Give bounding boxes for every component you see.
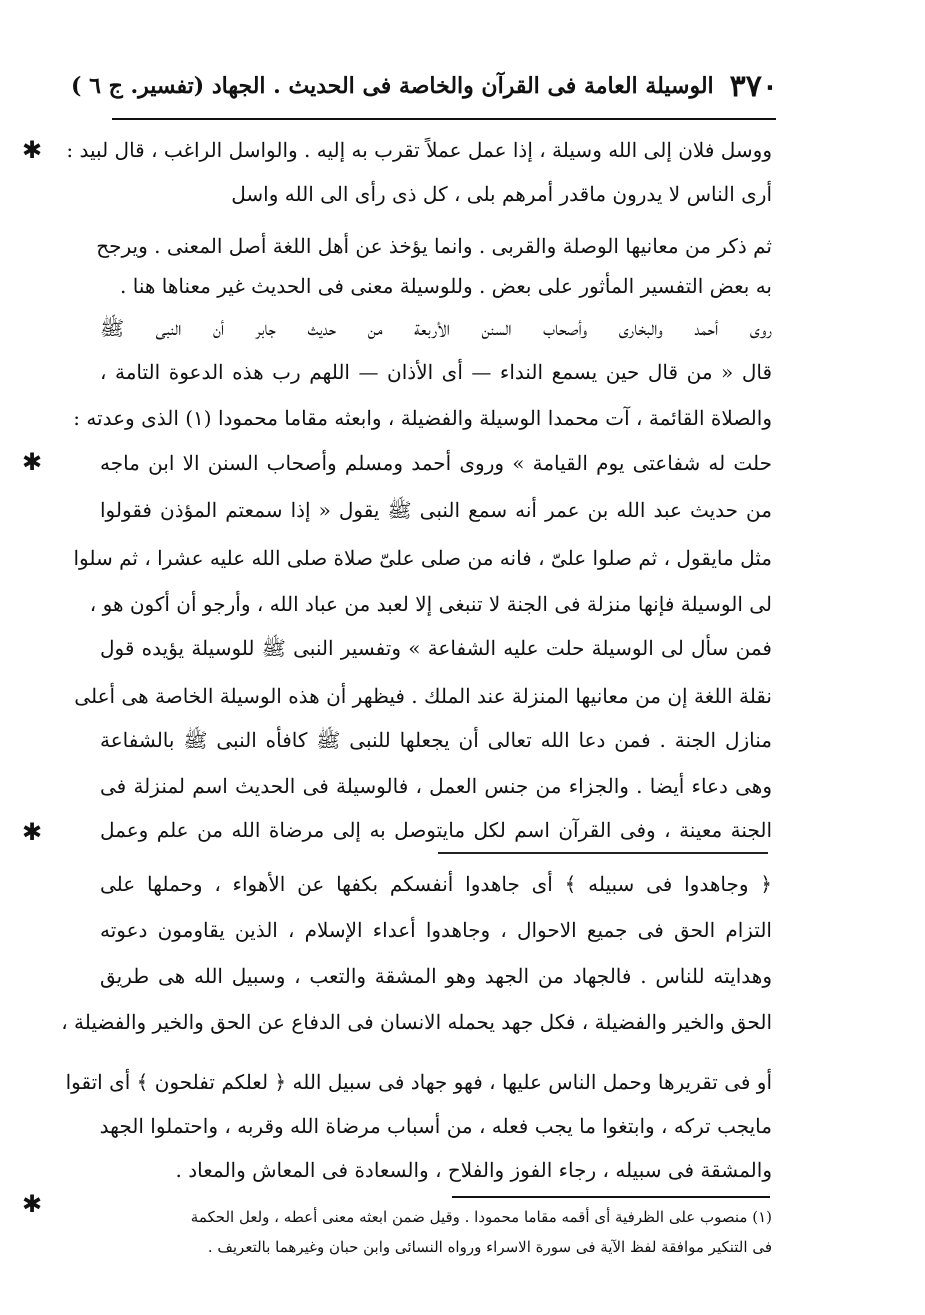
text-line: روى أحمد والبخارى وأصحاب السنن الأربعة من حديث جابر أن النبى ﷺ bbox=[100, 316, 772, 340]
punch-hole-mark: ✱ bbox=[22, 1190, 43, 1218]
header-rule bbox=[112, 118, 776, 120]
text-line: الجنة معينة ، وفى القرآن اسم لكل مايتوصل به إلى مرضاة الله من علم وعمل bbox=[100, 818, 772, 842]
text-line: والصلاة القائمة ، آت محمدا الوسيلة والفضيلة ، وابعثه مقاما محمودا (١) الذى وعدته : bbox=[73, 406, 772, 430]
text-line: به بعض التفسير المأثور على بعض . وللوسيلة معنى فى الحديث غير معناها هنا . bbox=[120, 274, 772, 298]
punch-hole-mark: ✱ bbox=[22, 818, 43, 846]
text-line: مايجب تركه ، وابتغوا ما يجب فعله ، من أسباب مرضاة الله وقربه ، واحتملوا الجهد bbox=[99, 1114, 772, 1138]
text-line: وهى دعاء أيضا . والجزاء من جنس العمل ، فالوسيلة فى الحديث اسم لمنزلة فى bbox=[100, 774, 772, 798]
footnote-rule bbox=[452, 1196, 770, 1198]
text-line: أو فى تقريرها وحمل الناس عليها ، فهو جهاد فى سبيل الله ﴿ لعلكم تفلحون ﴾ أى اتقوا bbox=[65, 1070, 772, 1094]
text-line: والمشقة فى سبيله ، رجاء الفوز والفلاح ، والسعادة فى المعاش والمعاد . bbox=[175, 1158, 772, 1182]
text-line: ووسل فلان إلى الله وسيلة ، إذا عمل عملاً تقرب به إليه . والواسل الراغب ، قال لبيد : bbox=[66, 138, 772, 162]
section-underline bbox=[438, 852, 768, 854]
text-line: أرى الناس لا يدرون ماقدر أمرهم بلى ، كل ذى رأى الى الله واسل bbox=[231, 182, 772, 206]
footnote-line: فى التنكير موافقة لفظ الآية فى سورة الاسراء ورواه النسائى وابن حبان وغيرهما بالتعريف . bbox=[207, 1238, 772, 1256]
footnote-line: (١) منصوب على الظرفية أى أقمه مقاما محمودا . وقيل ضمن ابعثه معنى أعطه ، ولعل الحكمة bbox=[190, 1208, 772, 1226]
text-line: من حديث عبد الله بن عمر أنه سمع النبى ﷺ يقول « إذا سمعتم المؤذن فقولوا bbox=[100, 498, 772, 522]
text-line: حلت له شفاعتى يوم القيامة » وروى أحمد ومسلم وأصحاب السنن الا ابن ماجه bbox=[100, 451, 773, 475]
text-line: ثم ذكر من معانيها الوصلة والقربى . وانما يؤخذ عن أهل اللغة أصل المعنى . ويرجح bbox=[96, 234, 772, 258]
text-line: منازل الجنة . فمن دعا الله تعالى أن يجعلها للنبى ﷺ كافأه النبى ﷺ بالشفاعة bbox=[100, 728, 772, 752]
text-line: فمن سأل لى الوسيلة حلت عليه الشفاعة » وتفسير النبى ﷺ للوسيلة يؤيده قول bbox=[100, 636, 772, 660]
punch-hole-mark: ✱ bbox=[22, 136, 43, 164]
text-line: وهدايته للناس . فالجهاد من الجهد وهو المشقة والتعب ، وسبيل الله هى طريق bbox=[100, 964, 772, 988]
text-line: نقلة اللغة إن من معانيها المنزلة عند الملك . فيظهر أن هذه الوسيلة الخاصة هى أعلى bbox=[74, 684, 772, 708]
running-title: الوسيلة العامة فى القرآن والخاصة فى الحديث . الجهاد (تفسير. ج ٦ ) bbox=[71, 73, 714, 99]
text-line: الحق والخير والفضيلة ، فكل جهد يحمله الانسان فى الدفاع عن الحق والخير والفضيلة ، bbox=[61, 1010, 772, 1034]
text-line: لى الوسيلة فإنها منزلة فى الجنة لا تنبغى إلا لعبد من عباد الله ، وأرجو أن أكون هو ، bbox=[89, 592, 772, 616]
text-line: قال « من قال حين يسمع النداء — أى الأذان — اللهم رب هذه الدعوة التامة ، bbox=[100, 360, 772, 384]
text-line: التزام الحق فى جميع الاحوال ، وجاهدوا أعداء الإسلام ، الذين يقاومون دعوته bbox=[100, 918, 772, 942]
text-line: ﴿ وجاهدوا فى سبيله ﴾ أى جاهدوا أنفسكم بكفها عن الأهواء ، وحملها على bbox=[100, 872, 772, 896]
page-header bbox=[71, 62, 778, 110]
punch-hole-mark: ✱ bbox=[22, 448, 43, 476]
text-line: مثل مايقول ، ثم صلوا علىّ ، فانه من صلى علىّ صلاة صلى الله عليه عشرا ، ثم سلوا bbox=[73, 546, 772, 570]
page-number: ٣٧٠ bbox=[729, 68, 778, 104]
